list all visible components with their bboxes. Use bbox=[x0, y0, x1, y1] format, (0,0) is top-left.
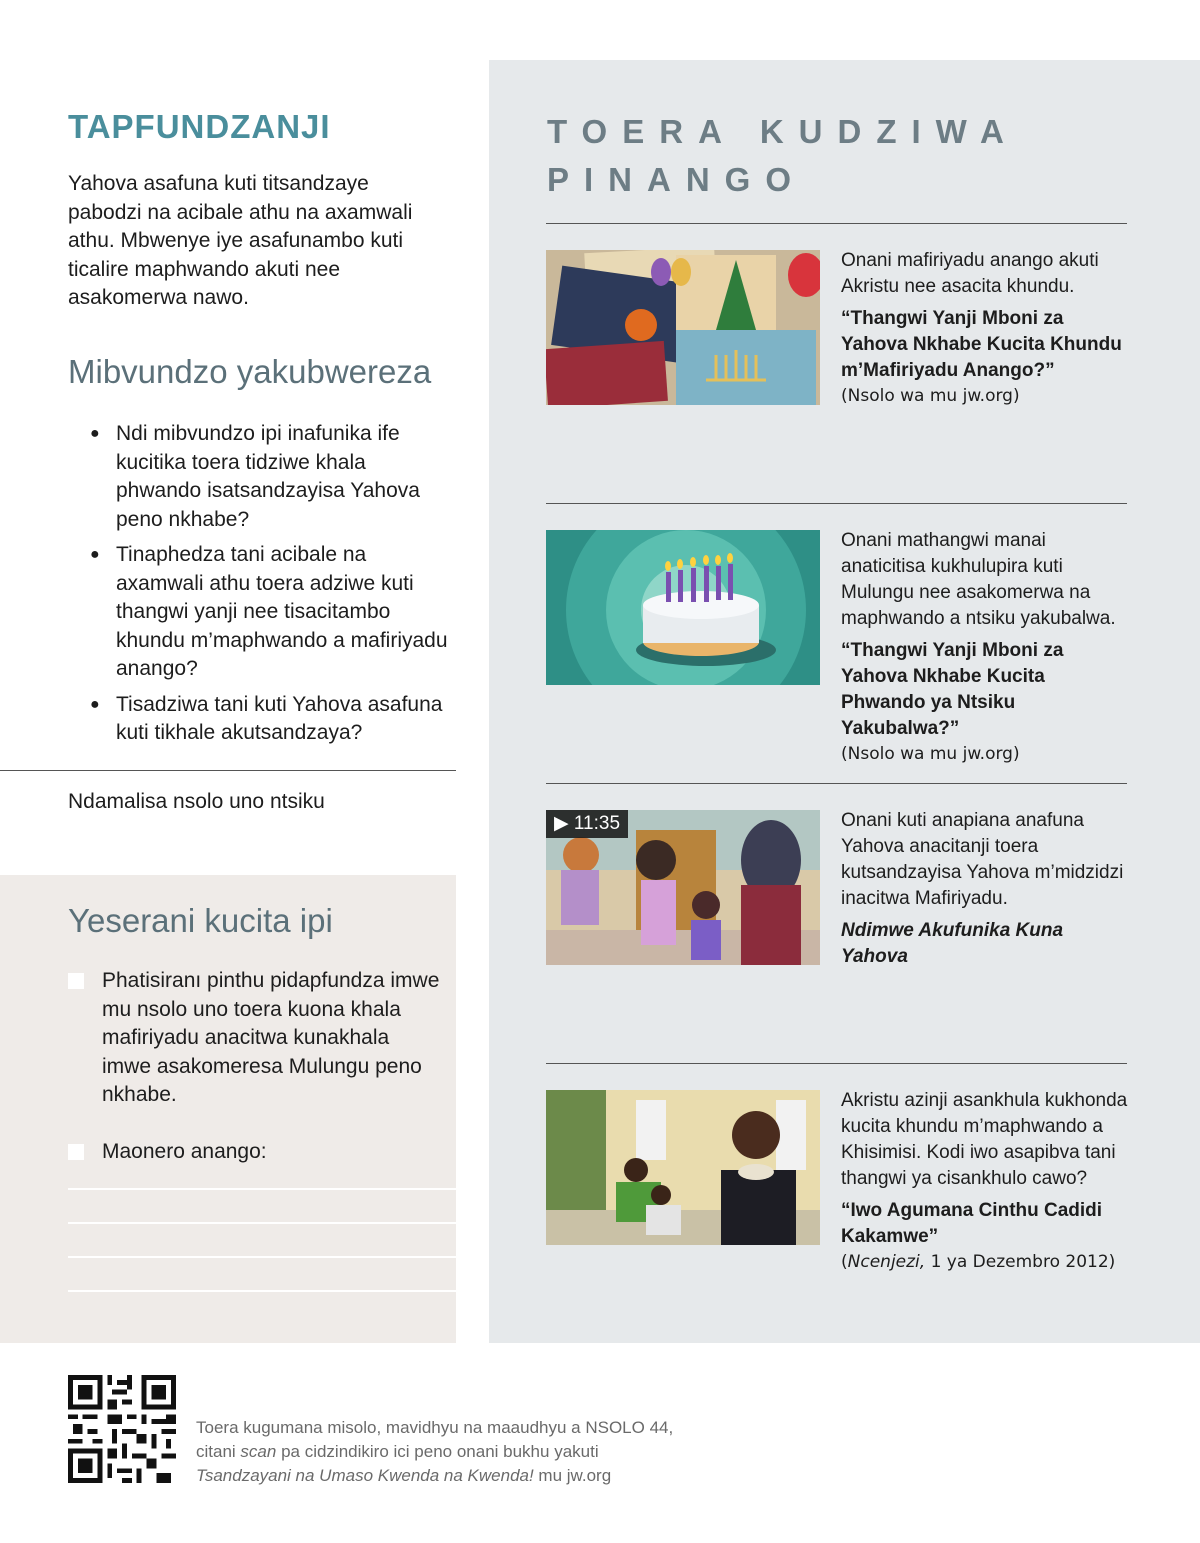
resource-item bbox=[841, 1088, 1131, 1274]
source-paren: ( bbox=[841, 1252, 848, 1272]
publication-date: 1 ya Dezembro 2012) bbox=[925, 1252, 1116, 1272]
writing-line[interactable] bbox=[68, 1256, 456, 1258]
list-item bbox=[90, 420, 450, 534]
question-text: Ndi mibvundzo ipi inafunika ife kucitika toera tidziwe khala phwando isatsandzayisa Yahova peno nkhabe? bbox=[116, 422, 420, 531]
try-item bbox=[68, 967, 442, 1110]
divider bbox=[546, 1063, 1127, 1064]
review-questions-title: Mibvundzo yakubwereza bbox=[68, 353, 432, 390]
divider bbox=[546, 503, 1127, 504]
question-text: Tinaphedza tani acibale na axamwali athu toera adziwe kuti thangwi yanji nee tisacitambo khundu m’maphwando a mafiriyadu anango? bbox=[116, 543, 448, 680]
footer-text-part: scan bbox=[240, 1442, 277, 1461]
writing-line[interactable] bbox=[68, 1222, 456, 1224]
birthday-cake-image[interactable] bbox=[546, 530, 820, 685]
holidays-collage-image[interactable] bbox=[546, 250, 820, 405]
try-item-text: Maonero anango: bbox=[102, 1140, 267, 1163]
resource-source: (Nsolo wa mu jw.org) bbox=[841, 386, 1020, 406]
video-duration-badge: ▶ 11:35 bbox=[546, 810, 628, 838]
list-item bbox=[90, 541, 450, 684]
resource-item bbox=[841, 808, 1131, 970]
divider bbox=[546, 223, 1127, 224]
finished-date-label: Ndamalisa nsolo uno ntsiku bbox=[68, 790, 325, 813]
try-this-box bbox=[0, 875, 456, 1343]
checkbox[interactable] bbox=[68, 1144, 84, 1160]
resource-description: Onani mathangwi manai anaticitisa kukhulupira kuti Mulungu nee asakomerwa na maphwando a ntsiku yakubalwa. bbox=[841, 530, 1116, 629]
resource-source: (Nsolo wa mu jw.org) bbox=[841, 744, 1020, 764]
footer-text-part: citani bbox=[196, 1442, 241, 1461]
bullet-icon: ● bbox=[90, 425, 100, 442]
checkbox[interactable] bbox=[68, 973, 84, 989]
book-title-link[interactable]: Tsandzayani na Umaso Kwenda na Kwenda! bbox=[196, 1466, 534, 1485]
resource-title-link[interactable]: Ndimwe Akufunika Kuna Yahova bbox=[841, 920, 1064, 967]
footer-line bbox=[196, 1440, 796, 1464]
resource-description: Akristu azinji asankhula kukhonda kucita khundu m’maphwando a Khisimisi. Kodi iwo asapibva tani thangwi ya cisankhulo cawo? bbox=[841, 1090, 1128, 1189]
list-item bbox=[90, 691, 450, 748]
learn-more-title: TOERA KUDZIWA PINANGO bbox=[547, 113, 1018, 198]
footer-line: Toera kugumana misolo, mavidhyu na maaudhyu a NSOLO 44, bbox=[196, 1418, 674, 1437]
video-thumbnail[interactable] bbox=[546, 810, 820, 965]
bullet-icon: ● bbox=[90, 695, 100, 713]
christian-woman-photo[interactable] bbox=[546, 1090, 820, 1245]
footer-text-part: mu jw.org bbox=[533, 1466, 612, 1485]
resource-description: Onani mafiriyadu anango akuti Akristu nee asacita khundu. bbox=[841, 250, 1099, 297]
footer-note bbox=[196, 1416, 796, 1488]
writing-line[interactable] bbox=[68, 1188, 456, 1190]
resource-item bbox=[841, 528, 1131, 766]
resource-description: Onani kuti anapiana anafuna Yahova anacitanji toera kutsandzayisa Yahova m’midzidzi inacitwa Mafiriyadu. bbox=[841, 810, 1124, 909]
question-text: Tisadziwa tani kuti Yahova asafuna kuti tikhale akutsandzaya? bbox=[116, 692, 443, 744]
divider bbox=[0, 770, 456, 771]
footer-line bbox=[196, 1464, 796, 1488]
summary-text: Yahova asafuna kuti titsandzaye pabodzi na acibale athu na axamwali athu. Mbwenye iye asafunambo kuti ticalire maphwando akuti nee asakomerwa nawo. bbox=[68, 172, 413, 309]
left-column bbox=[0, 0, 456, 1343]
resource-title-link[interactable]: “Thangwi Yanji Mboni za Yahova Nkhabe Kucita Khundu m’Mafiriyadu Anango?” bbox=[841, 308, 1122, 381]
review-questions-list bbox=[90, 420, 450, 755]
footer-text-part: pa cidzindikiro ici peno onani bukhu yakuti bbox=[276, 1442, 599, 1461]
resource-title-link[interactable]: “Iwo Agumana Cinthu Cadidi Kakamwe” bbox=[841, 1200, 1103, 1247]
try-this-title: Yeserani kucita ipi bbox=[68, 902, 333, 939]
resource-item bbox=[841, 248, 1131, 408]
try-item-text: Phatisiranı pinthu pidapfundza imwe mu nsolo uno toera kuona khala mafiriyadu anacitwa kunakhala imwe asakomeresa Mulungu peno nkhabe. bbox=[102, 969, 440, 1106]
resource-source bbox=[841, 1250, 1131, 1274]
resource-title-link[interactable]: “Thangwi Yanji Mboni za Yahova Nkhabe Kucita Phwando ya Ntsiku Yakubalwa?” bbox=[841, 640, 1064, 739]
learn-more-panel bbox=[489, 60, 1200, 1343]
try-item bbox=[68, 1138, 442, 1167]
divider bbox=[546, 783, 1127, 784]
bullet-icon: ● bbox=[90, 546, 100, 563]
section-title: TAPFUNDZANJI bbox=[68, 108, 331, 145]
qr-code[interactable] bbox=[67, 1375, 177, 1483]
writing-line[interactable] bbox=[68, 1290, 456, 1292]
publication-name: Ncenjezi, bbox=[847, 1252, 926, 1272]
